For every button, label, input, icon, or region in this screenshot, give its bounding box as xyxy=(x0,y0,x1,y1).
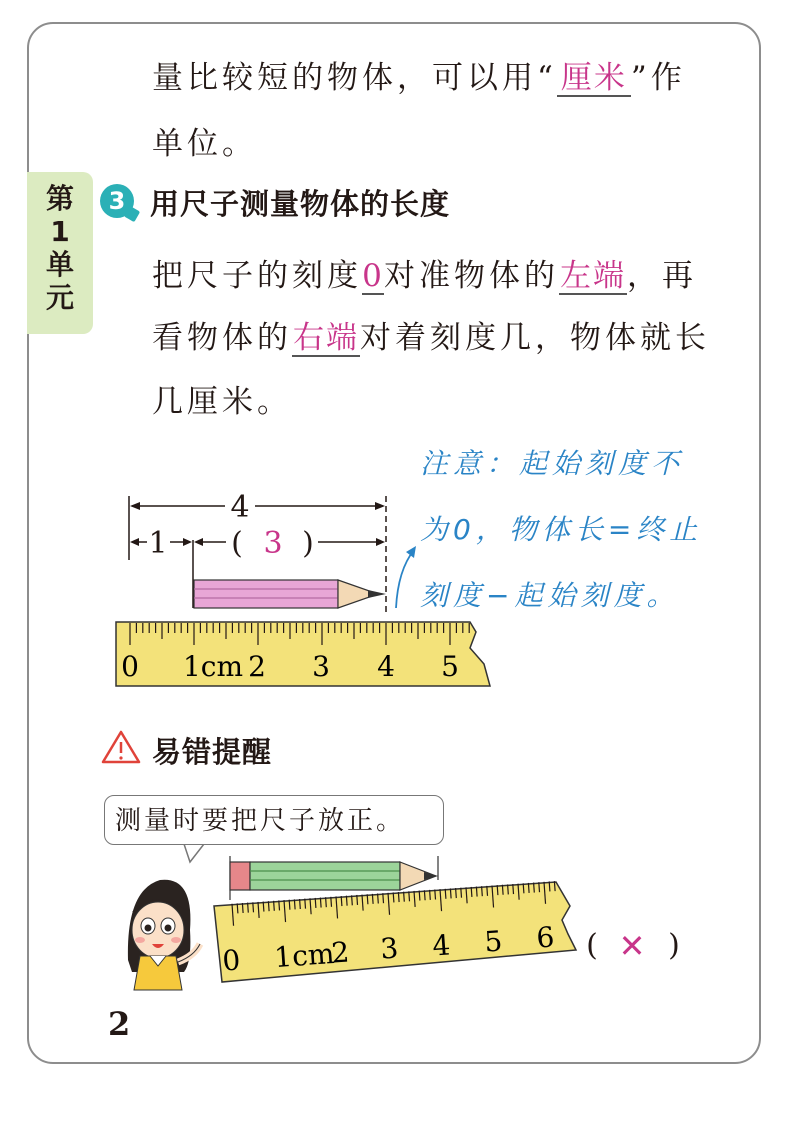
ruler-tick xyxy=(435,890,436,900)
ruler-tick xyxy=(476,887,477,897)
ruler-1-label: 1cm xyxy=(182,650,244,683)
intro-text: 量比较短的物体，可以用“ xyxy=(152,60,557,96)
intro-text-end: ”作 xyxy=(630,60,686,96)
para-text: 看物体的 xyxy=(152,320,292,356)
ruler-tick xyxy=(315,898,316,908)
paren-open: ( xyxy=(231,526,243,561)
ruler-tick xyxy=(430,890,431,900)
ruler-tick xyxy=(534,883,535,893)
ruler-2 xyxy=(214,881,576,982)
ruler-tick xyxy=(539,882,540,892)
ruler-1-label: 0 xyxy=(121,650,139,683)
ruler-tick xyxy=(461,888,462,898)
ruler-tick xyxy=(242,903,243,913)
ruler-tick xyxy=(253,902,254,912)
ruler-2-label: 3 xyxy=(379,931,400,966)
ruler-tick xyxy=(502,885,503,895)
ruler-tick xyxy=(320,898,321,908)
paren-close: ) xyxy=(302,526,314,561)
ruler-tick xyxy=(424,890,425,900)
ruler-tick xyxy=(331,897,332,907)
ruler-tick xyxy=(378,894,379,904)
pink-pencil xyxy=(194,580,386,608)
ruler-tick xyxy=(409,891,410,901)
answer-length-label: 3 xyxy=(263,526,283,561)
answer-zero: 0 xyxy=(362,258,384,294)
unit-tab-char: 1 xyxy=(50,215,70,249)
ruler-2-label: 0 xyxy=(221,943,242,978)
ruler-tick xyxy=(357,895,358,905)
answer-left-end: 左端 xyxy=(560,258,626,294)
wrong-mark-icon: ✕ xyxy=(618,927,646,965)
ruler-tick xyxy=(352,895,353,905)
intro-line-2: 单位。 xyxy=(152,126,257,162)
ruler-tick xyxy=(372,894,373,904)
ruler-tick xyxy=(305,899,306,909)
ruler-tick xyxy=(456,888,457,898)
ruler-tick xyxy=(513,884,514,894)
ruler-tick xyxy=(367,894,368,904)
note-pointer xyxy=(396,550,414,608)
ruler-tick xyxy=(482,886,483,896)
ruler-tick xyxy=(268,901,269,911)
ruler-1-label: 3 xyxy=(312,650,330,683)
ruler-tick xyxy=(487,886,488,896)
result-paren-open: ( xyxy=(586,928,598,963)
mistake-title: 易错提醒 xyxy=(152,735,273,769)
ruler-tick xyxy=(549,881,550,891)
note-line-1: 注意：起始刻度不 xyxy=(420,447,685,480)
answer-centimeter: 厘米 xyxy=(557,62,631,97)
ruler-tick xyxy=(346,896,347,906)
unit-tab-char: 单 xyxy=(45,248,74,282)
ruler-tick xyxy=(393,892,394,902)
ruler-2-label: 5 xyxy=(483,924,504,959)
warning-icon xyxy=(103,732,139,762)
girl-illustration xyxy=(128,880,200,990)
ruler-tick xyxy=(445,889,446,899)
ruler-tick xyxy=(528,883,529,893)
ruler-tick xyxy=(383,893,384,903)
result-paren-close: ) xyxy=(668,928,680,963)
ruler-2-label: 1cm xyxy=(273,936,336,975)
ruler-2-label: 6 xyxy=(535,920,556,955)
note-line-2: 为0，物体长=终止 xyxy=(420,513,703,546)
ruler-tick xyxy=(419,891,420,901)
section-number-badge: 3 xyxy=(100,184,134,218)
answer-right-end: 右端 xyxy=(293,320,359,356)
ruler-tick xyxy=(450,888,451,898)
ruler-1-label: 4 xyxy=(377,650,395,683)
ruler-tick xyxy=(294,899,295,909)
para-text: 对准物体的 xyxy=(384,258,559,294)
ruler-tick xyxy=(554,881,555,891)
total-length-label: 4 xyxy=(230,490,250,525)
unit-tab-char: 第 xyxy=(45,182,74,215)
section-title: 用尺子测量物体的长度 xyxy=(150,187,451,221)
start-mark-label: 1 xyxy=(148,526,168,561)
ruler-tick xyxy=(398,892,399,902)
ruler-tick xyxy=(497,885,498,895)
note-line-3: 刻度−起始刻度。 xyxy=(420,579,680,612)
unit-tab-char: 元 xyxy=(45,281,74,315)
ruler-tick xyxy=(279,900,280,910)
ruler-tick xyxy=(300,899,301,909)
page-number: 2 xyxy=(108,1005,131,1043)
speech-bubble: 测量时要把尺子放正。 xyxy=(104,795,444,845)
ruler-tick xyxy=(248,903,249,913)
para-text: ，再 xyxy=(627,258,697,294)
ruler-tick xyxy=(263,902,264,912)
ruler-1 xyxy=(116,622,490,686)
ruler-tick xyxy=(274,901,275,911)
ruler-1-label: 5 xyxy=(441,650,459,683)
ruler-tick xyxy=(404,892,405,902)
ruler-tick xyxy=(471,887,472,897)
para-text: 把尺子的刻度 xyxy=(152,258,362,294)
speech-bubble-tail xyxy=(184,844,204,862)
section-para-line-3: 几厘米。 xyxy=(152,384,292,420)
ruler-tick xyxy=(523,883,524,893)
note-pointer-head xyxy=(406,546,416,558)
para-text: 对着刻度几，物体就长 xyxy=(360,320,710,356)
ruler-2-label: 4 xyxy=(431,928,452,963)
ruler-tick xyxy=(326,897,327,907)
ruler-tick xyxy=(237,903,238,913)
ruler-2-label: 2 xyxy=(330,935,351,970)
ruler-1-label: 2 xyxy=(248,650,266,683)
dimension-arrowheads xyxy=(130,502,385,546)
ruler-tick xyxy=(508,884,509,894)
ruler-tick xyxy=(289,900,290,910)
ruler-tick xyxy=(341,896,342,906)
